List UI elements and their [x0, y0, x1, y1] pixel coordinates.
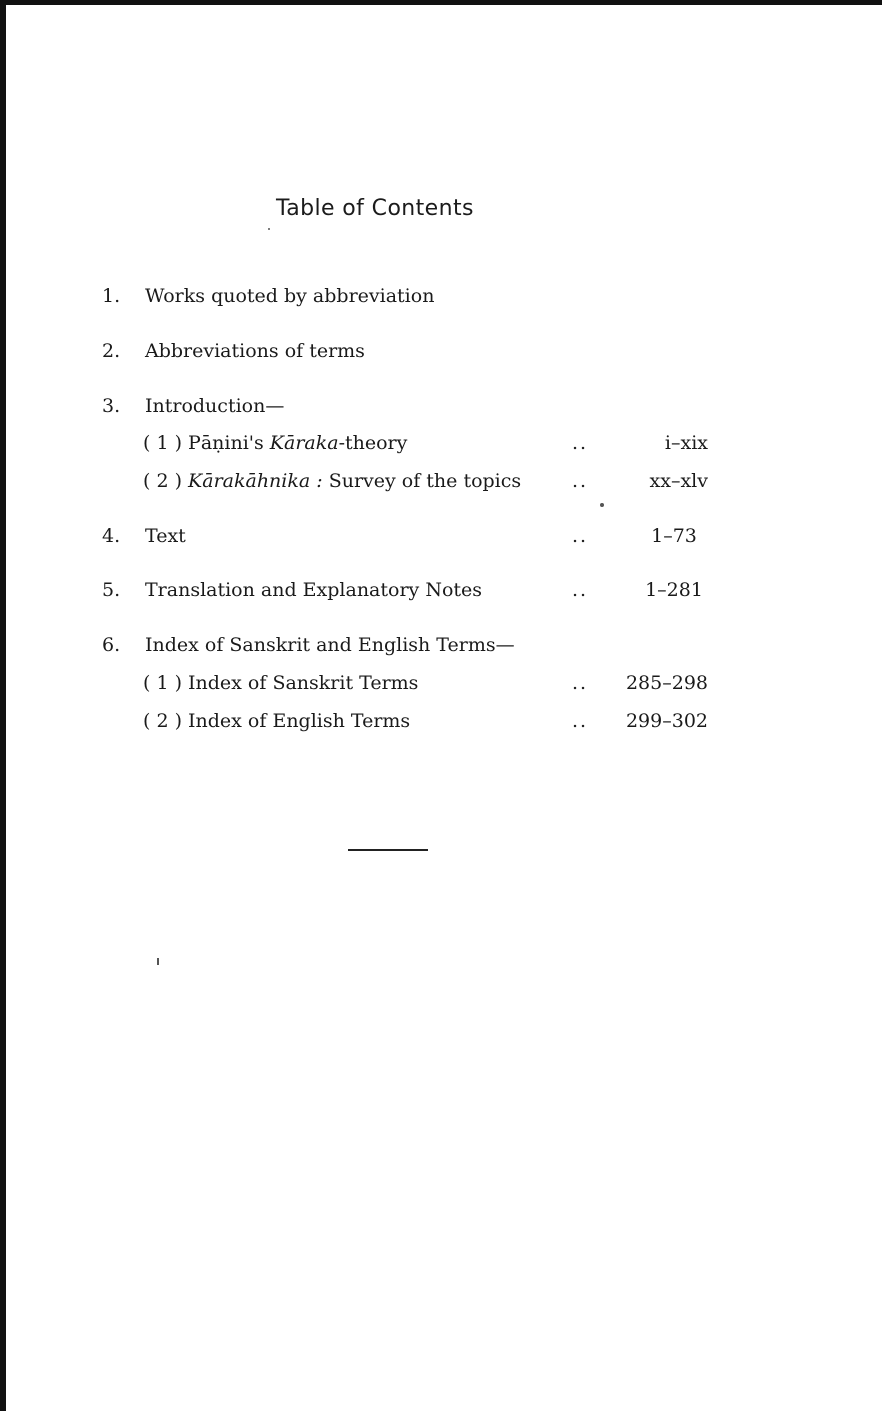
subentry-label: ( 2 ) Index of English Terms: [143, 710, 411, 732]
dot-leader: ..: [572, 710, 589, 732]
entry-label: Abbreviations of terms: [145, 340, 365, 362]
entry-label: Text: [145, 525, 186, 547]
page-range: i–xix: [664, 432, 708, 454]
page-range: 1–73: [651, 525, 697, 547]
scan-speck: [268, 228, 270, 230]
entry-label: Index of Sanskrit and English Terms—: [145, 634, 515, 656]
page-range: 299–302: [625, 710, 708, 732]
entry-label: Introduction—: [145, 395, 285, 417]
scan-edge-left: [0, 0, 6, 1411]
entry-number: 4.: [102, 525, 121, 547]
page-title: Table of Contents: [276, 196, 474, 221]
dot-leader: ..: [572, 432, 589, 454]
entry-label: Works quoted by abbreviation: [145, 285, 435, 307]
dot-leader: ..: [572, 579, 589, 601]
entry-number: 6.: [102, 634, 121, 656]
page-range: 285–298: [625, 672, 708, 694]
entry-number: 5.: [102, 579, 121, 601]
entry-number: 1.: [102, 285, 121, 307]
scan-edge-top: [0, 0, 882, 5]
dot-leader: ..: [572, 525, 589, 547]
scan-speck: [600, 503, 604, 507]
entry-number: 2.: [102, 340, 121, 362]
entry-label: Translation and Explanatory Notes: [145, 579, 483, 601]
subentry-label: ( 1 ) Index of Sanskrit Terms: [143, 672, 419, 694]
end-rule: [348, 849, 428, 851]
dot-leader: ..: [572, 672, 589, 694]
dot-leader: ..: [572, 470, 589, 492]
entry-number: 3.: [102, 395, 121, 417]
subentry-label: ( 1 ) Pāṇini's Kāraka-theory: [143, 432, 408, 454]
subentry-label: ( 2 ) Kārakāhnika : Survey of the topics: [143, 470, 522, 492]
page-range: 1–281: [645, 579, 703, 601]
scan-speck: [157, 958, 159, 965]
page-range: xx–xlv: [649, 470, 708, 492]
